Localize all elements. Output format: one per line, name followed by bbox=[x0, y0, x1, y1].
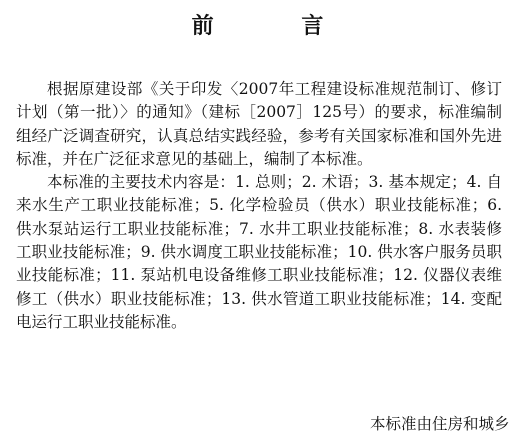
paragraph-technical-content: 本标准的主要技术内容是：1. 总则；2. 术语；3. 基本规定；4. 自来水生产工职业技能标准；5. 化学检验员（供水）职业技能标准；6. 供水泵站运行工职业技能标准；7. 水井工职业技能标准；8. 水表装修工职业技能标准；9. 供水调度工职业技能标准；10. 供水客户服务员职业技能标准；11. 泵站机电设备维修工职业技能标准；12. 仪器仪表维修工（供水）职业技能标准；13. 供水管道工职业技能标准；14. 变配电运行工职业技能标准。 bbox=[16, 173, 502, 331]
cut-off-line: 本标准由住房和城乡 bbox=[370, 415, 510, 433]
page-title: 前 言 bbox=[191, 14, 364, 39]
paragraph-basis: 根据原建设部《关于印发〈2007年工程建设标准规范制订、修订计划（第一批）〉的通知》（建标［2007］125号）的要求，标准编制组经广泛调查研究，认真总结实践经验，参考有关国家标准和国外先进标准，并在广泛征求意见的基础上，编制了本标准。 bbox=[16, 80, 502, 168]
document-body bbox=[16, 78, 502, 334]
